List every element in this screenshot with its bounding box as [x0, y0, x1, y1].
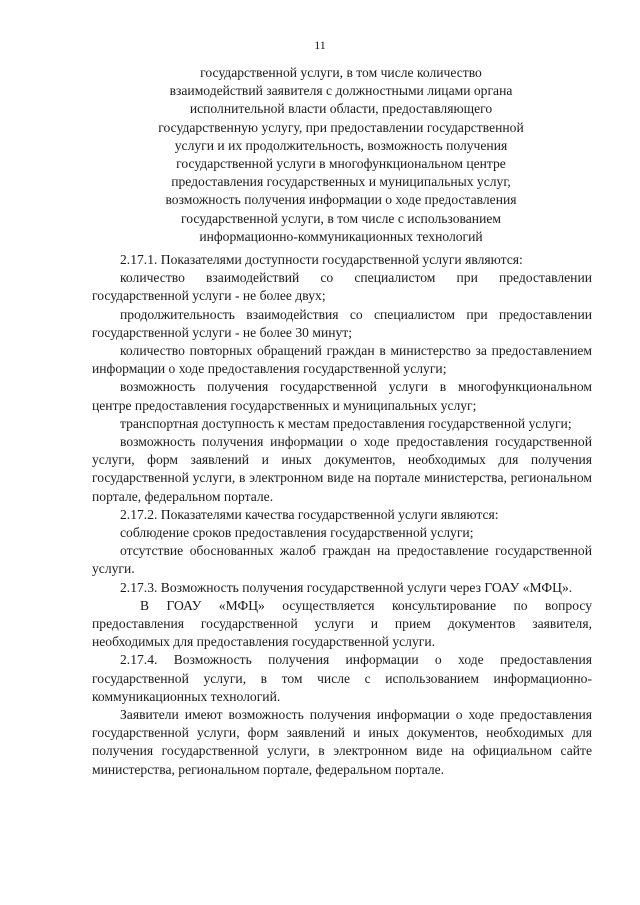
- paragraph-interactions: количество взаимодействий со специалистом при предоставлении государственной услуги - не более двух;: [92, 270, 592, 304]
- document-body: [92, 251, 592, 779]
- paragraph-info-access: возможность получения информации о ходе предоставления государственной услуги, форм заявлений и иных документов, необходимых для получения государственной услуги, в электронном виде на портале министерства, региональном портале, федеральном портале.: [92, 434, 592, 504]
- heading-line: предоставления государственных и муниципальных услуг,: [171, 174, 511, 190]
- paragraph-applicants: Заявители имеют возможность получения информации о ходе предоставления государственной услуги, форм заявлений и иных документов, необходимых для получения государственной услуги, в электронном виде на официальном сайте министерства, региональном портале, федеральном портале.: [92, 707, 592, 777]
- paragraph-terms: соблюдение сроков предоставления государственной услуги;: [120, 525, 474, 541]
- heading-line: государственной услуги, в том числе количество: [200, 65, 482, 80]
- paragraph-duration: продолжительность взаимодействия со специалистом при предоставлении государственной услуги - не более 30 минут;: [92, 306, 592, 340]
- heading-line: взаимодействий заявителя с должностными лицами органа: [169, 83, 513, 99]
- paragraph-2-17-3: 2.17.3. Возможность получения государственной услуги через ГОАУ «МФЦ».: [120, 579, 573, 595]
- heading-line: исполнительной власти области, предоставляющего: [189, 101, 493, 117]
- section-heading: [110, 64, 572, 246]
- heading-line: информационно-коммуникационных технологий: [199, 228, 483, 244]
- heading-line: возможность получения информации о ходе предоставления: [165, 192, 517, 208]
- heading-line: услуги и их продолжительность, возможность получения: [174, 137, 508, 153]
- paragraph-2-17-4: 2.17.4. Возможность получения информации о ходе предоставления государственной услуги, в том числе с использованием информационно-коммуникационных технологий.: [92, 652, 592, 704]
- paragraph-transport: транспортная доступность к местам предоставления государственной услуги;: [120, 415, 572, 431]
- page-number: 11: [314, 38, 326, 52]
- paragraph-mfc-availability: возможность получения государственной услуги в многофункциональном центре предоставления государственных и муниципальных услуг;: [92, 379, 592, 413]
- heading-line: государственной услуги в многофункциональном центре: [176, 156, 506, 172]
- paragraph-2-17-1: 2.17.1. Показателями доступности государственной услуги являются:: [120, 252, 523, 267]
- heading-line: государственной услуги, в том числе с использованием: [181, 210, 501, 226]
- paragraph-repeat-requests: количество повторных обращений граждан в министерство за предоставлением информации о ходе предоставления государственной услуги;: [92, 343, 592, 377]
- paragraph-goau: В ГОАУ «МФЦ» осуществляется консультирование по вопросу предоставления государственной услуги и прием документов заявителя, необходимых для предоставления государственной услуги.: [92, 597, 592, 650]
- paragraph-2-17-2: 2.17.2. Показателями качества государственной услуги являются:: [120, 506, 499, 522]
- paragraph-complaints: отсутствие обоснованных жалоб граждан на предоставление государственной услуги.: [92, 543, 592, 577]
- heading-line: государственную услугу, при предоставлении государственной: [158, 119, 524, 135]
